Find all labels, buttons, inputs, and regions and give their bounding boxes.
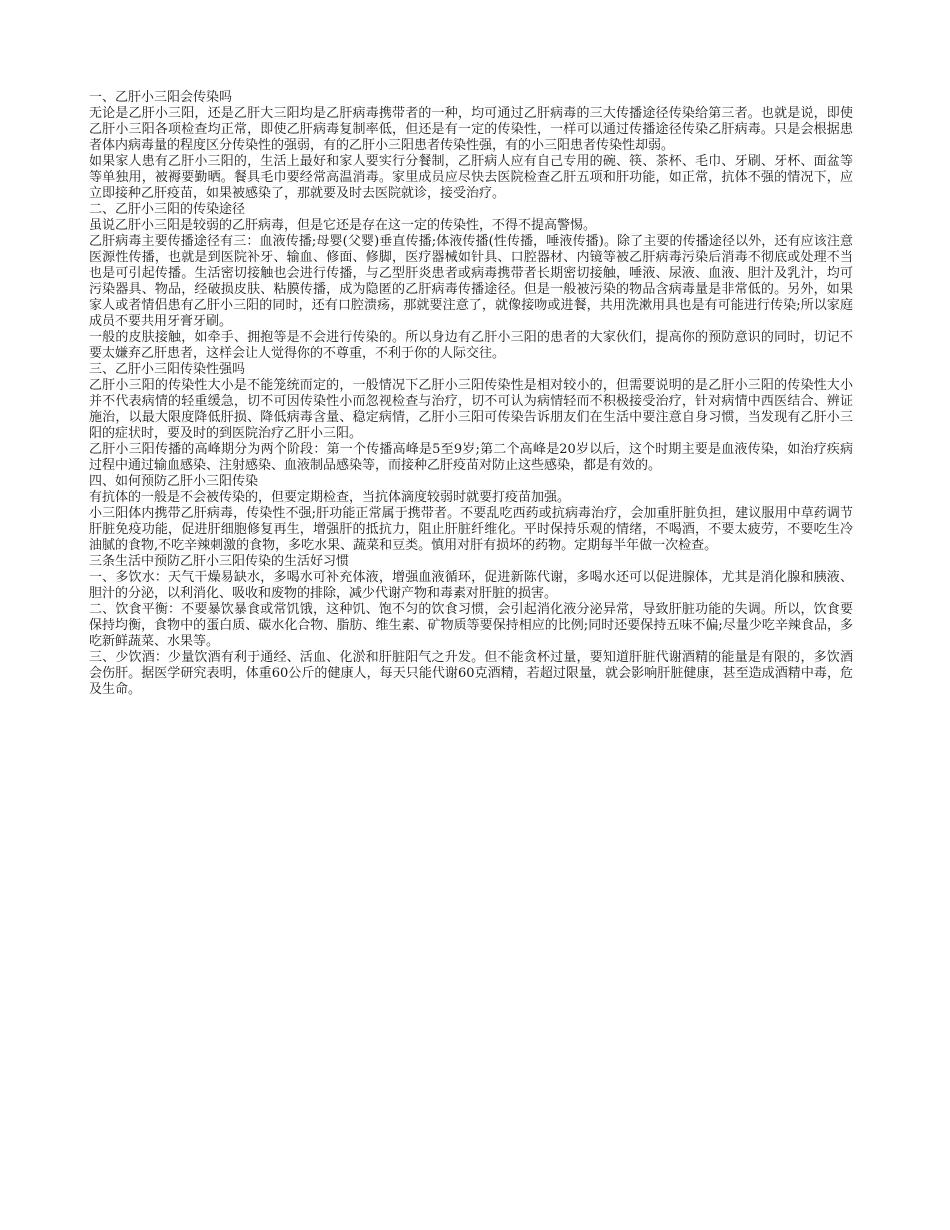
section-heading: 二、乙肝小三阳的传染途径 [89, 202, 246, 217]
paragraph: 小三阳体内携带乙肝病毒，传染性不强;肝功能正常属于携带者。不要乱吃西药或抗病毒治疗，会加重肝脏负担，建议服用中草药调节肝脏免疫功能，促进肝细胞修复再生，增强肝的抵抗力，阻止肝脏纤维化。平时保持乐观的情绪，不喝酒，不要太疲劳，不要吃生冷油腻的食物,不吃辛辣刺激的食物，多吃水果、蔬菜和豆类。慎用对肝有损坏的药物。定期每半年做一次检查。 [89, 506, 853, 553]
paragraph: 一般的皮肤接触，如牵手、拥抱等是不会进行传染的。所以身边有乙肝小三阳的患者的大家伙们，提高你的预防意识的同时，切记不要太嫌弃乙肝患者，这样会让人觉得你的不尊重，不利于你的人际交往。 [89, 330, 853, 361]
section-heading: 三条生活中预防乙肝小三阳传染的生活好习惯 [89, 554, 350, 569]
paragraph: 有抗体的一般是不会被传染的，但要定期检查，当抗体滴度较弱时就要打疫苗加强。 [89, 490, 571, 505]
section-heading: 三、乙肝小三阳传染性强吗 [89, 362, 246, 377]
paragraph: 乙肝小三阳的传染性大小是不能笼统而定的，一般情况下乙肝小三阳传染性是相对较小的，但需要说明的是乙肝小三阳的传染性大小并不代表病情的轻重缓急，切不可因传染性小而忽视检查与治疗，切不可认为病情轻而不积极接受治疗，针对病情中西医结合、辨证施治，以最大限度降低肝损、降低病毒含量、稳定病情，乙肝小三阳可传染告诉朋友们在生活中要注意自身习惯，当发现有乙肝小三阳的症状时，要及时的到医院治疗乙肝小三阳。 [89, 378, 853, 441]
paragraph: 二、饮食平衡：不要暴饮暴食或常饥饿，这种饥、饱不匀的饮食习惯，会引起消化液分泌异常，导致肝脏功能的失调。所以，饮食要保持均衡，食物中的蛋白质、碳水化合物、脂肪、维生素、矿物质等要保持相应的比例;同时还要保持五味不偏;尽量少吃辛辣食品，多吃新鲜蔬菜、水果等。 [89, 602, 853, 649]
paragraph: 一、多饮水：天气干燥易缺水，多喝水可补充体液，增强血液循环，促进新陈代谢，多喝水还可以促进腺体，尤其是消化腺和胰液、胆汁的分泌，以利消化、吸收和废物的排除，减少代谢产物和毒素对肝脏的损害。 [89, 570, 853, 601]
section-heading: 一、乙肝小三阳会传染吗 [89, 90, 233, 105]
paragraph: 乙肝病毒主要传播途径有三：血液传播;母婴(父婴)垂直传播;体液传播(性传播，唾液传播)。除了主要的传播途径以外，还有应该注意医源性传播，也就是到医院补牙、输血、修面、修脚，医疗器械如针具、口腔器材、内镜等被乙肝病毒污染后消毒不彻底或处理不当也是可引起传播。生活密切接触也会进行传播，与乙型肝炎患者或病毒携带者长期密切接触，唾液、尿液、血液、胆汁及乳汁，均可污染器具、物品，经破损皮肤、粘膜传播，成为隐匿的乙肝病毒传播途径。但是一般被污染的物品含病毒量是非常低的。另外，如果家人或者情侣患有乙肝小三阳的同时，还有口腔溃疡，那就要注意了，就像接吻或进餐，共用洗漱用具也是有可能进行传染;所以家庭成员不要共用牙膏牙刷。 [89, 234, 853, 329]
paragraph: 无论是乙肝小三阳，还是乙肝大三阳均是乙肝病毒携带者的一种，均可通过乙肝病毒的三大传播途径传染给第三者。也就是说，即使乙肝小三阳各项检查均正常，即使乙肝病毒复制率低，但还是有一定的传染性，一样可以通过传播途径传染乙肝病毒。只是会根据患者体内病毒量的程度区分传染性的强弱，有的乙肝小三阳患者传染性强，有的小三阳患者传染性却弱。 [89, 106, 853, 153]
paragraph: 如果家人患有乙肝小三阳的，生活上最好和家人要实行分餐制，乙肝病人应有自己专用的碗、筷、茶杯、毛巾、牙刷、牙杯、面盆等等单独用，被褥要勤晒。餐具毛巾要经常高温消毒。家里成员应尽快去医院检查乙肝五项和肝功能，如正常，抗体不强的情况下，应立即接种乙肝疫苗，如果被感染了，那就要及时去医院就诊，接受治疗。 [89, 154, 853, 201]
paragraph: 乙肝小三阳传播的高峰期分为两个阶段：第一个传播高峰是5至9岁;第二个高峰是20岁以后，这个时期主要是血液传染，如治疗疾病过程中通过输血感染、注射感染、血液制品感染等，而接种乙肝疫苗对防止这些感染，都是有效的。 [89, 442, 853, 473]
paragraph: 虽说乙肝小三阳是较弱的乙肝病毒，但是它还是存在这一定的传染性，不得不提高警惕。 [89, 218, 597, 233]
document-body [89, 90, 853, 698]
section-heading: 四、如何预防乙肝小三阳传染 [89, 474, 259, 489]
paragraph: 三、少饮酒：少量饮酒有利于通经、活血、化淤和肝脏阳气之升发。但不能贪杯过量，要知道肝脏代谢酒精的能量是有限的，多饮酒会伤肝。据医学研究表明，体重60公斤的健康人，每天只能代谢60克酒精，若超过限量，就会影响肝脏健康，甚至造成酒精中毒，危及生命。 [89, 650, 853, 697]
